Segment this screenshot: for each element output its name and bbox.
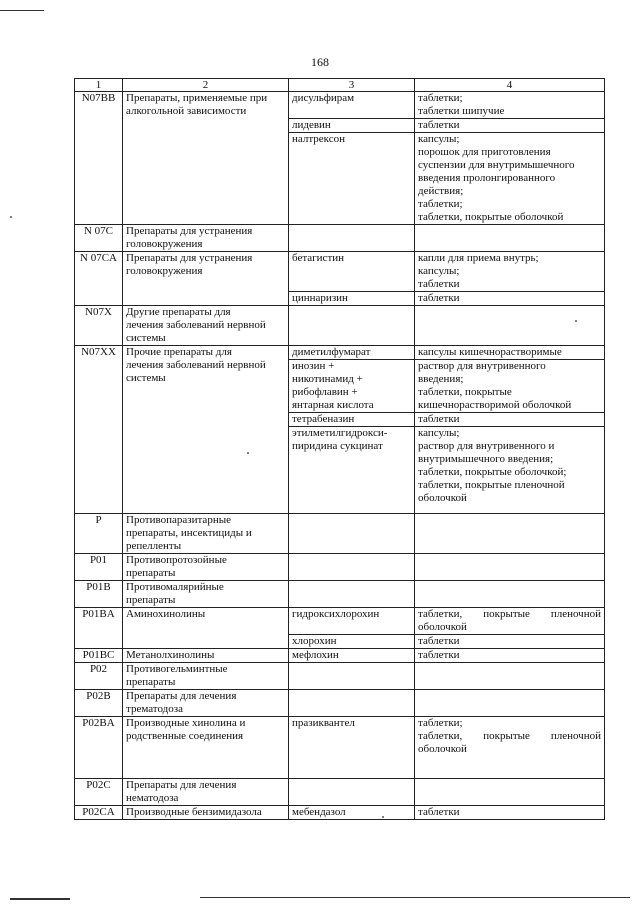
- group-name-cell-line: лечения заболеваний нервной: [126, 319, 266, 331]
- group-name-cell: [123, 252, 289, 306]
- drug-name-cell: [289, 360, 415, 413]
- drug-name-cell-line: этилметилгидрокси-: [292, 427, 388, 439]
- drug-name-cell-line: бетагистин: [292, 252, 345, 264]
- group-name-cell: [123, 690, 289, 717]
- table-row: [75, 608, 605, 635]
- group-name-cell-line: головокружения: [126, 265, 203, 277]
- drug-name-cell: [289, 306, 415, 346]
- table-row: [75, 554, 605, 581]
- dosage-form-cell-line: кишечнорастворимой оболочкой: [418, 399, 572, 411]
- column-number: 3: [289, 79, 415, 92]
- group-name-cell-line: препараты: [126, 567, 176, 579]
- scan-dot: [382, 816, 384, 818]
- drug-name-cell: [289, 806, 415, 820]
- group-name-cell-line: Противопаразитарные: [126, 514, 231, 526]
- dosage-form-cell: [415, 306, 605, 346]
- dosage-form-cell-line: таблетки: [418, 635, 460, 647]
- drug-name-cell: [289, 346, 415, 360]
- scan-dot: [247, 452, 249, 454]
- table-row: [75, 717, 605, 779]
- table-row: [75, 225, 605, 252]
- dosage-form-cell: [415, 690, 605, 717]
- scan-mark: [200, 897, 630, 898]
- group-name-cell-line: системы: [126, 372, 166, 384]
- dosage-form-cell-line: действия;: [418, 185, 464, 197]
- column-number: 2: [123, 79, 289, 92]
- dosage-form-cell-line: оболочкой: [418, 492, 467, 504]
- atc-code-cell: P01BC: [75, 649, 123, 663]
- atc-code-cell: P02C: [75, 779, 123, 806]
- dosage-form-cell-line: введения пролонгированного: [418, 172, 556, 184]
- group-name-cell-line: препараты: [126, 676, 176, 688]
- drug-registry-table: [74, 78, 605, 820]
- dosage-form-cell: [415, 427, 605, 514]
- dosage-form-cell: [415, 346, 605, 360]
- group-name-cell: [123, 581, 289, 608]
- column-number: 1: [75, 79, 123, 92]
- group-name-cell-line: нематодоза: [126, 792, 179, 804]
- drug-name-cell-line: дисульфирам: [292, 92, 355, 104]
- scan-mark: [10, 898, 70, 900]
- drug-name-cell-line: никотинамид +: [292, 373, 363, 385]
- group-name-cell-line: Препараты для лечения: [126, 779, 237, 791]
- drug-name-cell: [289, 554, 415, 581]
- dosage-form-cell-line: введения;: [418, 373, 464, 385]
- drug-name-cell: [289, 779, 415, 806]
- table-row: [75, 346, 605, 360]
- atc-code-cell: P01B: [75, 581, 123, 608]
- group-name-cell: [123, 514, 289, 554]
- drug-name-cell: [289, 292, 415, 306]
- dosage-form-cell: [415, 133, 605, 225]
- scan-dot: [575, 320, 577, 322]
- atc-code-cell: P02B: [75, 690, 123, 717]
- table-row: [75, 252, 605, 292]
- dosage-form-cell: [415, 514, 605, 554]
- table-row: [75, 514, 605, 554]
- group-name-cell-line: лечения заболеваний нервной: [126, 359, 266, 371]
- table-row: [75, 649, 605, 663]
- dosage-form-cell-line: таблетки, покрытые оболочкой: [418, 211, 564, 223]
- dosage-form-cell: [415, 649, 605, 663]
- dosage-form-cell-line: таблетки;: [418, 92, 463, 104]
- group-name-cell-line: Противопротозойные: [126, 554, 227, 566]
- dosage-form-cell-line: капсулы кишечнорастворимые: [418, 346, 562, 358]
- dosage-form-cell: [415, 360, 605, 413]
- dosage-form-cell-line: раствор для внутривенного: [418, 360, 546, 372]
- drug-name-cell: [289, 225, 415, 252]
- dosage-form-cell-line: суспензии для внутримышечного: [418, 159, 575, 171]
- dosage-form-cell-line: оболочкой: [418, 621, 467, 633]
- drug-name-cell: [289, 427, 415, 514]
- dosage-form-cell: [415, 581, 605, 608]
- dosage-form-cell: [415, 252, 605, 292]
- drug-name-cell: [289, 663, 415, 690]
- group-name-cell-line: системы: [126, 332, 166, 344]
- group-name-cell: [123, 806, 289, 820]
- drug-name-cell: [289, 514, 415, 554]
- atc-code-cell: N 07CA: [75, 252, 123, 306]
- group-name-cell: [123, 225, 289, 252]
- drug-name-cell-line: диметилфумарат: [292, 346, 371, 358]
- dosage-form-cell-line: оболочкой: [418, 743, 467, 755]
- table-body: [75, 79, 605, 820]
- dosage-form-cell-line: раствор для внутривенного и: [418, 440, 555, 452]
- dosage-form-cell: [415, 717, 605, 779]
- drug-name-cell: [289, 92, 415, 119]
- group-name-cell: [123, 554, 289, 581]
- group-name-cell-line: алкогольной зависимости: [126, 105, 247, 117]
- atc-code-cell: P01: [75, 554, 123, 581]
- dosage-form-cell-line: таблетки: [418, 649, 460, 661]
- group-name-cell: [123, 306, 289, 346]
- page-number: 168: [311, 55, 329, 69]
- dosage-form-cell-line: таблетки, покрытые оболочкой;: [418, 466, 567, 478]
- drug-name-cell: [289, 690, 415, 717]
- dosage-form-cell-line: капсулы;: [418, 265, 460, 277]
- drug-name-cell: [289, 581, 415, 608]
- dosage-form-cell-line: капсулы;: [418, 427, 460, 439]
- group-name-cell-line: препараты: [126, 594, 176, 606]
- drug-name-cell: [289, 635, 415, 649]
- drug-name-cell-line: циннаризин: [292, 292, 348, 304]
- drug-name-cell-line: лидевин: [292, 119, 331, 131]
- dosage-form-cell-line: таблетки;: [418, 198, 463, 210]
- group-name-cell: [123, 92, 289, 225]
- dosage-form-cell: [415, 663, 605, 690]
- group-name-cell-line: Производные хинолина и: [126, 717, 246, 729]
- dosage-form-cell-line: внутримышечного введения;: [418, 453, 554, 465]
- dosage-form-cell-line: таблетки: [418, 278, 460, 290]
- dosage-form-cell-line: таблетки, покрытые: [418, 386, 512, 398]
- drug-name-cell-line: тетрабеназин: [292, 413, 355, 425]
- drug-name-cell: [289, 717, 415, 779]
- group-name-cell-line: Противомалярийные: [126, 581, 224, 593]
- group-name-cell-line: Другие препараты для: [126, 306, 231, 318]
- atc-code-cell: N07XX: [75, 346, 123, 514]
- dosage-form-cell-line: таблетки, покрытые пленочной: [418, 479, 565, 491]
- drug-name-cell-line: инозин +: [292, 360, 335, 372]
- drug-name-cell-line: мебендазол: [292, 806, 346, 818]
- dosage-form-cell-line: таблетки: [418, 806, 460, 818]
- drug-name-cell-line: рибофлавин +: [292, 386, 358, 398]
- dosage-form-cell-line: таблетки, покрытые пленочной: [418, 608, 601, 620]
- group-name-cell: [123, 779, 289, 806]
- drug-name-cell-line: празиквантел: [292, 717, 355, 729]
- group-name-cell-line: Препараты, применяемые при: [126, 92, 268, 104]
- dosage-form-cell-line: таблетки: [418, 413, 460, 425]
- table-row: [75, 690, 605, 717]
- column-number: 4: [415, 79, 605, 92]
- atc-code-cell: N07BB: [75, 92, 123, 225]
- atc-code-cell: P02: [75, 663, 123, 690]
- drug-name-cell-line: гидроксихлорохин: [292, 608, 380, 620]
- group-name-cell-line: головокружения: [126, 238, 203, 250]
- atc-code-cell: P02BA: [75, 717, 123, 779]
- scan-dot: [10, 216, 12, 218]
- drug-name-cell: [289, 119, 415, 133]
- dosage-form-cell: [415, 225, 605, 252]
- group-name-cell-line: трематодоза: [126, 703, 183, 715]
- dosage-form-cell-line: таблетки шипучие: [418, 105, 505, 117]
- atc-code-cell: P02CA: [75, 806, 123, 820]
- group-name-cell-line: Препараты для лечения: [126, 690, 237, 702]
- scan-mark: [0, 10, 44, 11]
- group-name-cell-line: Аминохинолины: [126, 608, 206, 620]
- drug-name-cell-line: пиридина сукцинат: [292, 440, 383, 452]
- dosage-form-cell-line: таблетки, покрытые пленочной: [418, 730, 601, 742]
- group-name-cell-line: Метанолхинолины: [126, 649, 215, 661]
- group-name-cell: [123, 608, 289, 649]
- atc-code-cell: N 07C: [75, 225, 123, 252]
- drug-name-cell-line: хлорохин: [292, 635, 337, 647]
- dosage-form-cell-line: капсулы;: [418, 133, 460, 145]
- table-row: [75, 92, 605, 119]
- dosage-form-cell-line: таблетки: [418, 119, 460, 131]
- table-row: [75, 663, 605, 690]
- drug-name-cell: [289, 133, 415, 225]
- dosage-form-cell: [415, 635, 605, 649]
- drug-name-cell-line: янтарная кислота: [292, 399, 374, 411]
- atc-code-cell: P01BA: [75, 608, 123, 649]
- drug-name-cell: [289, 608, 415, 635]
- group-name-cell: [123, 649, 289, 663]
- drug-name-cell-line: налтрексон: [292, 133, 346, 145]
- table-row: [75, 306, 605, 346]
- group-name-cell: [123, 717, 289, 779]
- dosage-form-cell: [415, 92, 605, 119]
- group-name-cell-line: препараты, инсектициды и: [126, 527, 252, 539]
- dosage-form-cell: [415, 119, 605, 133]
- atc-code-cell: N07X: [75, 306, 123, 346]
- dosage-form-cell-line: капли для приема внутрь;: [418, 252, 539, 264]
- dosage-form-cell-line: таблетки;: [418, 717, 463, 729]
- atc-code-cell: P: [75, 514, 123, 554]
- drug-name-cell: [289, 649, 415, 663]
- drug-name-cell: [289, 413, 415, 427]
- dosage-form-cell-line: порошок для приготовления: [418, 146, 551, 158]
- dosage-form-cell: [415, 413, 605, 427]
- table-row: [75, 581, 605, 608]
- group-name-cell-line: Производные бензимидазола: [126, 806, 262, 818]
- dosage-form-cell: [415, 608, 605, 635]
- group-name-cell-line: репелленты: [126, 540, 182, 552]
- group-name-cell-line: Прочие препараты для: [126, 346, 232, 358]
- dosage-form-cell-line: таблетки: [418, 292, 460, 304]
- dosage-form-cell: [415, 779, 605, 806]
- drug-name-cell-line: мефлохин: [292, 649, 339, 661]
- drug-name-cell: [289, 252, 415, 292]
- dosage-form-cell: [415, 806, 605, 820]
- group-name-cell-line: Противогельминтные: [126, 663, 228, 675]
- table-row: [75, 806, 605, 820]
- group-name-cell: [123, 346, 289, 514]
- group-name-cell: [123, 663, 289, 690]
- dosage-form-cell: [415, 292, 605, 306]
- group-name-cell-line: Препараты для устранения: [126, 225, 253, 237]
- column-number-row: [75, 79, 605, 92]
- table-row: [75, 779, 605, 806]
- group-name-cell-line: Препараты для устранения: [126, 252, 253, 264]
- group-name-cell-line: родственные соединения: [126, 730, 244, 742]
- dosage-form-cell: [415, 554, 605, 581]
